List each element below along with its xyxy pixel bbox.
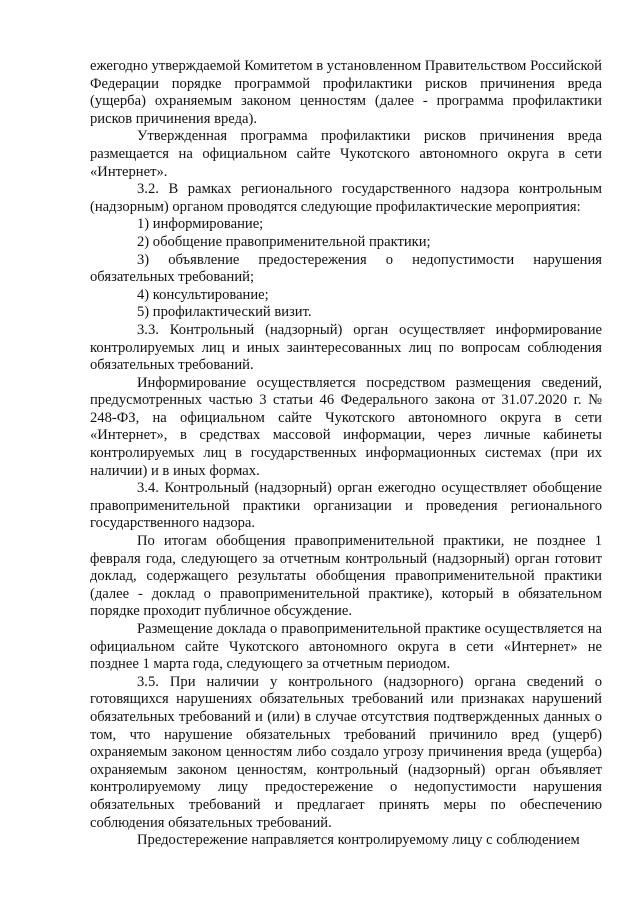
document-page	[90, 58, 602, 850]
paragraph-4: 3.3. Контрольный (надзорный) орган осуществляет информирование контролируемых лиц и иных заинтересованных лиц по вопросам соблюдения обязательных требований.	[90, 321, 602, 374]
list-item-2: 2) обобщение правоприменительной практики;	[137, 233, 431, 250]
paragraph-8: Размещение доклада о правоприменительной практике осуществляется на официальном сайте Чукотского автономного округа в сети «Интернет» не позднее 1 марта года, следующего за отчетным периодом.	[90, 621, 602, 673]
paragraph-5: Информирование осуществляется посредством размещения сведений, предусмотренных частью 3 статьи 46 Федерального закона от 31.07.2020 г. № 248-ФЗ, на официальном сайте Чукотского автономного округа в сети «Интернет», в средствах массовой информации, через личные кабинеты контролируемых лиц в государственных информационных системах (при их наличии) и в иных формах.	[90, 374, 602, 479]
list-item-1: 1) информирование;	[137, 216, 264, 233]
list-item-4: 4) консультирование;	[137, 286, 269, 303]
list-item-5: 5) профилактический визит.	[137, 304, 312, 321]
paragraph-9: 3.5. При наличии у контрольного (надзорного) органа сведений о готовящихся нарушениях обязательных требований или признаках нарушений обязательных требований и (или) в случае отсутствия подтвержденных данных о том, что нарушение обязательных требований причинило вред (ущерб) охраняемым законом ценностям либо создало угрозу причинения вреда (ущерба) охраняемым законом ценностям, контрольный (надзорный) орган объявляет контролируемому лицу предостережение о недопустимости нарушения обязательных требований и предлагает принять меры по обеспечению соблюдения обязательных требований.	[90, 673, 602, 831]
paragraph-2: Утвержденная программа профилактики рисков причинения вреда размещается на официальном сайте Чукотского автономного округа в сети «Интернет».	[90, 128, 602, 180]
paragraph-3: 3.2. В рамках регионального государственного надзора контрольным (надзорным) органом проводятся следующие профилактические мероприятия:	[90, 181, 602, 215]
paragraph-6: 3.4. Контрольный (надзорный) орган ежегодно осуществляет обобщение правоприменительной практики организации и проведения регионального государственного надзора.	[90, 480, 602, 532]
paragraph-10: Предостережение направляется контролируемому лицу с соблюдением	[137, 832, 580, 849]
paragraph-7: По итогам обобщения правоприменительной практики, не позднее 1 февраля года, следующего за отчетным контрольный (надзорный) орган готовит доклад, содержащего результаты обобщения правоприменительной практики (далее - доклад о правоприменительной практике), который в обязательном порядке проходит публичное обсуждение.	[90, 533, 602, 620]
paragraph-1: ежегодно утверждаемой Комитетом в установленном Правительством Российской Федерации порядке программой профилактики рисков причинения вреда (ущерба) охраняемым законом ценностям (далее - программа профилактики рисков причинения вреда).	[90, 58, 602, 127]
list-item-3: 3) объявление предостережения о недопустимости нарушения обязательных требований;	[90, 251, 602, 286]
